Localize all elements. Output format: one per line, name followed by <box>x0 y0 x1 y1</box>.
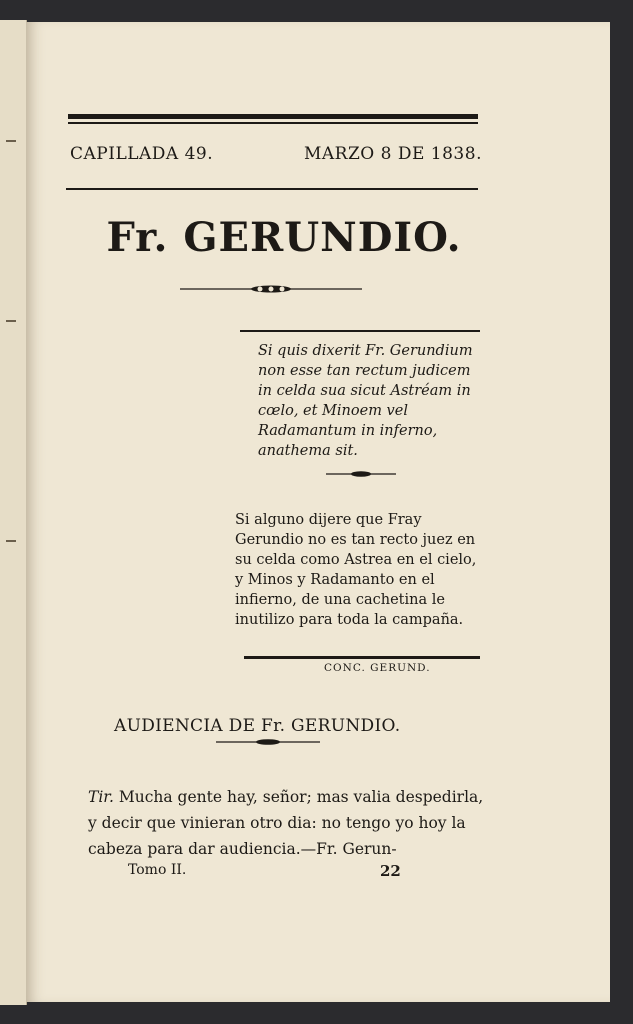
epigraph-source: CONC. GERUND. <box>324 662 431 674</box>
facing-page-mark <box>6 540 16 542</box>
dialogue-text: Mucha gente hay, señor; mas valia despedirla, y decir que vinieran otro dia: no tengo yo hoy la cabeza para dar audiencia.—Fr. Gerun- <box>88 788 484 858</box>
title-ornament <box>180 284 362 294</box>
epigraph-bottom-rule <box>244 656 480 659</box>
issue-number: CAPILLADA 49. <box>70 144 214 164</box>
volume-label: Tomo II. <box>128 862 187 878</box>
facing-page-mark <box>6 140 16 142</box>
newspaper-page <box>26 22 610 1002</box>
top-thin-rule <box>68 122 478 124</box>
epigraph-ornament <box>326 470 396 478</box>
section-heading: AUDIENCIA DE Fr. GERUNDIO. <box>114 716 401 736</box>
facing-page-edge <box>0 20 27 1005</box>
signature-number: 22 <box>380 862 401 880</box>
top-thick-rule <box>68 114 478 119</box>
speaker-label: Tir. <box>88 788 114 806</box>
masthead-title: Fr. GERUNDIO. <box>106 214 462 261</box>
spanish-translation: Si alguno dijere que Fray Gerundio no es tan recto juez en su celda como Astrea en el cielo, y Minos y Radamanto en el infierno, de una cachetina le inutilizo para toda la campaña. <box>235 512 477 628</box>
latin-epigraph: Si quis dixerit Fr. Gerundium non esse tan rectum judicem in celda sua sicut Astréam in cœlo, et Minoem vel Radamantum in inferno, anathema sit. <box>258 343 473 459</box>
epigraph-top-rule <box>240 330 480 332</box>
facing-page-mark <box>6 320 16 322</box>
dialogue-paragraph <box>88 784 488 862</box>
section-ornament <box>216 738 320 746</box>
issue-date: MARZO 8 DE 1838. <box>304 144 482 164</box>
header-rule <box>66 188 478 190</box>
